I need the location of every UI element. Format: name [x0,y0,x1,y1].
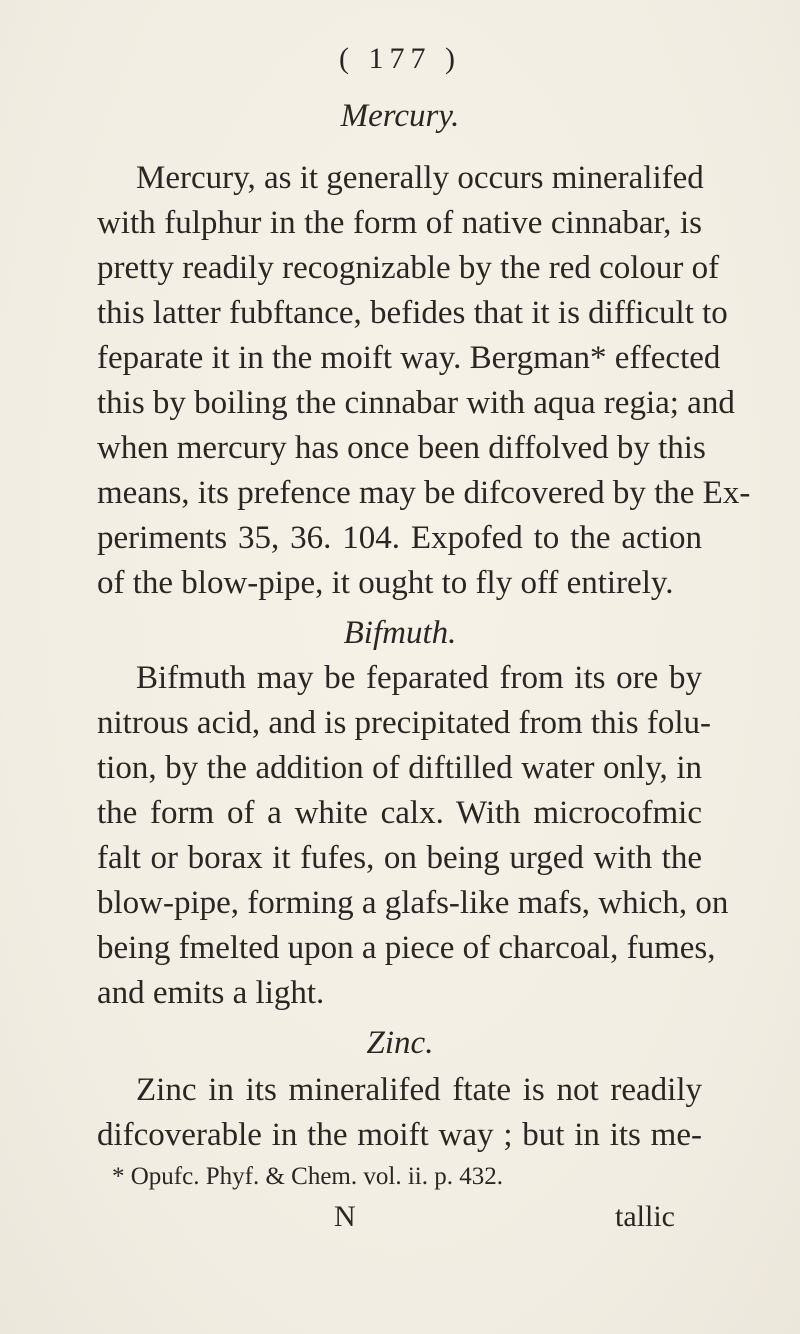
text-line: this by boiling the cinnabar with aqua regia; and [97,385,735,421]
text-line: being fmelted upon a piece of charcoal, fumes, [97,930,716,966]
text-line: periments 35, 36. 104. Expofed to the action [97,520,702,556]
text-line: means, its prefence may be difcovered by the Ex- [97,475,751,511]
text-line: tion, by the addition of diftilled water only, in [97,750,702,786]
catchword: tallic [615,1200,675,1233]
text-line: with fulphur in the form of native cinnabar, is [97,205,702,241]
section-heading-zinc: Zinc. [366,1025,434,1061]
text-line: the form of a white calx. With microcofmic [97,795,702,831]
text-line: this latter fubftance, befides that it is difficult to [97,295,728,331]
signature-mark: N [334,1200,356,1233]
text-line: feparate it in the moift way. Bergman* effected [97,340,721,376]
text-line: of the blow-pipe, it ought to fly off entirely. [97,565,674,601]
page-number: ( 177 ) [339,42,461,75]
text-line: and emits a light. [97,975,325,1011]
text-line: falt or borax it fufes, on being urged with the [97,840,702,876]
text-line: Bifmuth may be feparated from its ore by [136,660,702,696]
text-line: difcoverable in the moift way ; but in its me- [97,1117,702,1153]
section-heading-mercury: Mercury. [340,98,460,134]
text-line: pretty readily recognizable by the red colour of [97,250,720,286]
text-line: when mercury has once been diffolved by this [97,430,706,466]
footnote: * Opufc. Phyf. & Chem. vol. ii. p. 432. [112,1163,503,1190]
text-line: Zinc in its mineralifed ftate is not readily [136,1072,702,1108]
text-line: nitrous acid, and is precipitated from this folu- [97,705,712,741]
text-line: blow-pipe, forming a glafs-like mafs, which, on [97,885,729,921]
section-heading-bismuth: Bifmuth. [343,615,457,651]
text-line: Mercury, as it generally occurs mineralifed [136,160,704,196]
